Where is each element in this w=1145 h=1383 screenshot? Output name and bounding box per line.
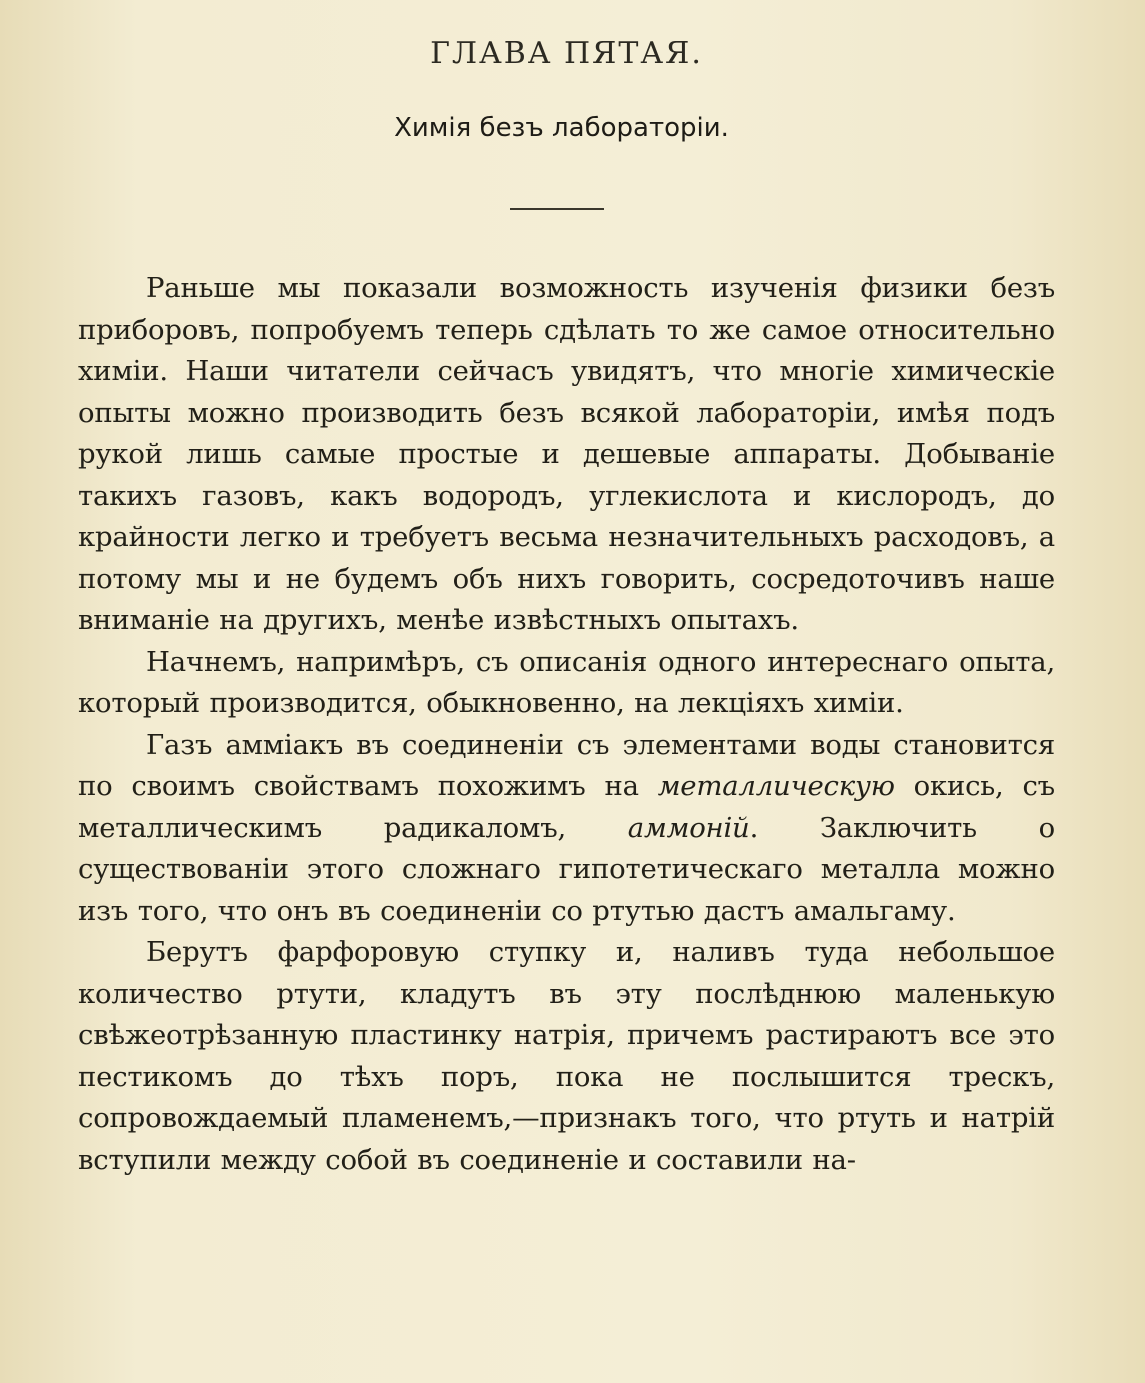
paragraph-text: Раньше мы показали возможность изученія физики безъ приборовъ, попробуемъ теперь сдѣлать то же самое относительно химіи. Наши читатели сейчасъ увидятъ, что многіе химическіе опыты можно производить безъ всякой лабораторіи, имѣя подъ рукой лишь самые простые и дешевые аппараты. Добываніе такихъ газовъ, какъ водородъ, углекислота и кислородъ, до крайности легко и требуетъ весьма незначительныхъ расходовъ, а потому мы и не будемъ объ нихъ говорить, сосредоточивъ наше вниманіе на другихъ, менѣе извѣстныхъ опытахъ. xyxy=(78,272,1055,636)
chapter-title: ГЛАВА ПЯТАЯ. xyxy=(430,36,703,71)
paragraph-1 xyxy=(78,268,1055,642)
paragraph-text: . Заключить о существованіи этого сложнаго гипотетическаго металла можно изъ того, что онъ въ соединеніи со ртутью дастъ амальгаму. xyxy=(78,811,1055,927)
paragraph-text: Начнемъ, напримѣръ, съ описанія одного интереснаго опыта, который производится, обыкновенно, на лекціяхъ химіи. xyxy=(78,645,1055,719)
paragraph-text: Газъ аммiакъ въ соединеніи съ элементами воды становится по своимъ свойствамъ похожимъ на xyxy=(78,728,1055,802)
paragraph-3 xyxy=(78,725,1055,933)
body-text xyxy=(78,268,1055,1181)
paragraph-text: Берутъ фарфоровую ступку и, наливъ туда небольшое количество ртути, кладутъ въ эту послѣднюю маленькую свѣжеотрѣзанную пластинку натрія, причемъ растираютъ все это пестикомъ до тѣхъ поръ, пока не послышится трескъ, сопровождаемый пламенемъ,—признакъ того, что ртуть и натрій вступили между собой въ соединеніе и составили на- xyxy=(78,936,1055,1176)
paragraph-2 xyxy=(78,642,1055,725)
chapter-subtitle: Химія безъ лабораторіи. xyxy=(394,113,729,143)
paragraph-text: окись, съ металлическимъ радикаломъ, xyxy=(78,770,1055,844)
paragraph-4 xyxy=(78,932,1055,1181)
section-divider xyxy=(510,208,604,210)
italic-term-ammonium: аммоній xyxy=(627,811,750,844)
italic-term-metallic: металлическую xyxy=(657,770,895,802)
